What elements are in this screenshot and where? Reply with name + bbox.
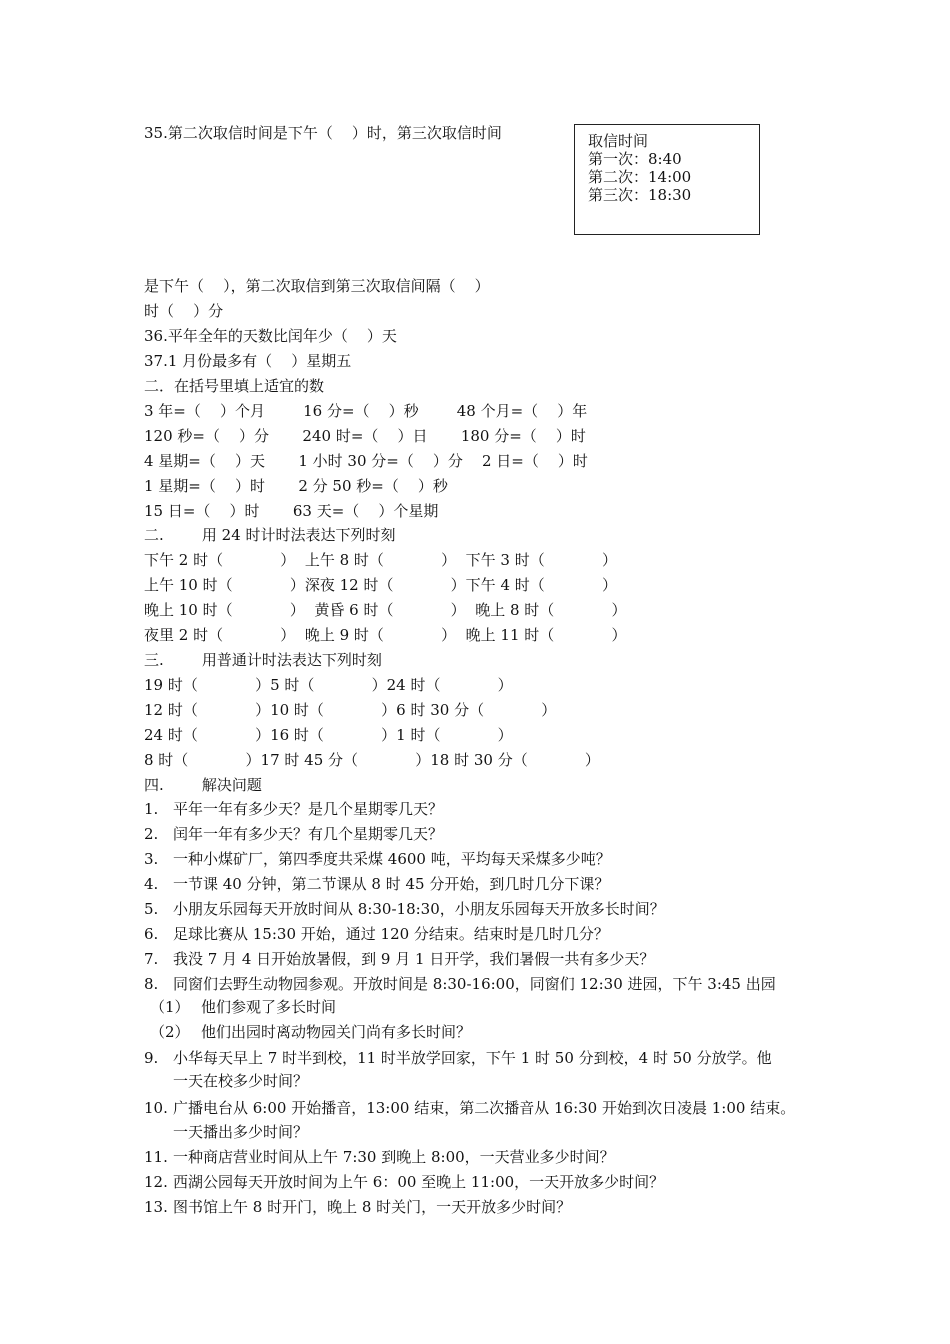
fill-row: 120 秒=（ ）分 240 时=（ ）日 180 分=（ ）时 [144,427,586,445]
problem-text: 西湖公园每天开放时间为上午 6：00 至晚上 11:00，一天开放多少时间？ [173,1173,665,1191]
problem-text: 平年一年有多少天？是几个星期零几天？ [173,800,444,818]
problem-number: 11. [144,1148,168,1166]
section-problems-heading: 四. 解决问题 [144,776,262,794]
problem-text: 我没 7 月 4 日开始放暑假，到 9 月 1 日开学，我们暑假一共有多少天？ [173,950,655,968]
problem-text: 图书馆上午 8 时开门，晚上 8 时关门，一天开放多少时间？ [173,1198,572,1216]
fill-row: 4 星期=（ ）天 1 小时 30 分=（ ）分 2 日=（ ）时 [144,452,588,470]
section-24h-heading: 二. 用 24 时计时法表达下列时刻 [144,526,396,544]
problem-number: 13. [144,1198,168,1216]
problem-text: 闰年一年有多少天？有几个星期零几天？ [173,825,444,843]
time-24h-row: 下午 2 时（ ） 上午 8 时（ ） 下午 3 时（ ） [144,551,617,569]
time-12h-row: 8 时（ ）17 时 45 分（ ）18 时 30 分（ ） [144,751,600,769]
question-36: 36.平年全年的天数比闰年少（ ）天 [144,327,397,345]
time-12h-row: 19 时（ ）5 时（ ）24 时（ ） [144,676,513,694]
pickup-schedule-box [574,124,760,235]
time-24h-row: 上午 10 时（ ）深夜 12 时（ ）下午 4 时（ ） [144,576,617,594]
time-12h-row: 12 时（ ）10 时（ ）6 时 30 分（ ） [144,701,557,719]
subquestion-text: 他们参观了多长时间 [201,998,337,1016]
problem-text: 小华每天早上 7 时半到校，11 时半放学回家，下午 1 时 50 分到校，4 时 50 分放学。他 [173,1049,772,1067]
schedule-second: 第二次：14:00 [588,168,692,186]
problem-text: 一种商店营业时间从上午 7:30 到晚上 8:00，一天营业多少时间？ [173,1148,615,1166]
question-35-line-3: 时（ ）分 [144,302,224,320]
problem-text: 一节课 40 分钟，第二节课从 8 时 45 分开始，到几时几分下课？ [173,875,610,893]
problem-text: 小朋友乐园每天开放时间从 8:30-18:30，小朋友乐园每天开放多长时间？ [173,900,665,918]
question-35-line-2: 是下午（ ），第二次取信到第三次取信间隔（ ） [144,277,490,295]
subquestion-number: （1） [150,998,190,1016]
time-24h-row: 晚上 10 时（ ） 黄昏 6 时（ ） 晚上 8 时（ ） [144,601,627,619]
problem-text: 足球比赛从 15:30 开始，通过 120 分结束。结束时是几时几分？ [173,925,609,943]
subquestion-number: （2） [150,1023,190,1041]
problem-text-continued: 一天在校多少时间？ [173,1072,309,1090]
section-fill-heading: 二．在括号里填上适宜的数 [144,377,325,395]
problem-number: 3. [144,850,159,868]
problem-text: 广播电台从 6:00 开始播音，13:00 结束，第二次播音从 16:30 开始到次日凌晨 1:00 结束。 [173,1099,796,1117]
problem-text-continued: 一天播出多少时间？ [173,1123,309,1141]
problem-number: 8. [144,975,159,993]
time-24h-row: 夜里 2 时（ ） 晚上 9 时（ ） 晚上 11 时（ ） [144,626,627,644]
problem-text: 同窗们去野生动物园参观。开放时间是 8:30-16:00，同窗们 12:30 进园，下午 3:45 出园 [173,975,776,993]
schedule-title: 取信时间 [588,132,649,150]
problem-number: 4. [144,875,159,893]
problem-number: 9. [144,1049,159,1067]
problem-number: 7. [144,950,159,968]
section-12h-heading: 三. 用普通计时法表达下列时刻 [144,651,382,669]
problem-number: 5. [144,900,159,918]
time-12h-row: 24 时（ ）16 时（ ）1 时（ ） [144,726,513,744]
problem-number: 2. [144,825,159,843]
fill-row: 1 星期=（ ）时 2 分 50 秒=（ ）秒 [144,477,448,495]
problem-text: 一种小煤矿厂，第四季度共采煤 4600 吨，平均每天采煤多少吨？ [173,850,611,868]
question-35-line-1: 35.第二次取信时间是下午（ ）时，第三次取信时间 [144,124,502,142]
schedule-first: 第一次：8:40 [588,150,682,168]
problem-number: 12. [144,1173,168,1191]
problem-number: 1. [144,800,159,818]
fill-row: 3 年=（ ）个月 16 分=（ ）秒 48 个月=（ ）年 [144,402,588,420]
subquestion-text: 他们出园时离动物园关门尚有多长时间？ [201,1023,472,1041]
problem-number: 10. [144,1099,168,1117]
problem-number: 6. [144,925,159,943]
question-37: 37.1 月份最多有（ ）星期五 [144,352,352,370]
fill-row: 15 日=（ ）时 63 天=（ ）个星期 [144,502,439,520]
schedule-third: 第三次：18:30 [588,186,692,204]
